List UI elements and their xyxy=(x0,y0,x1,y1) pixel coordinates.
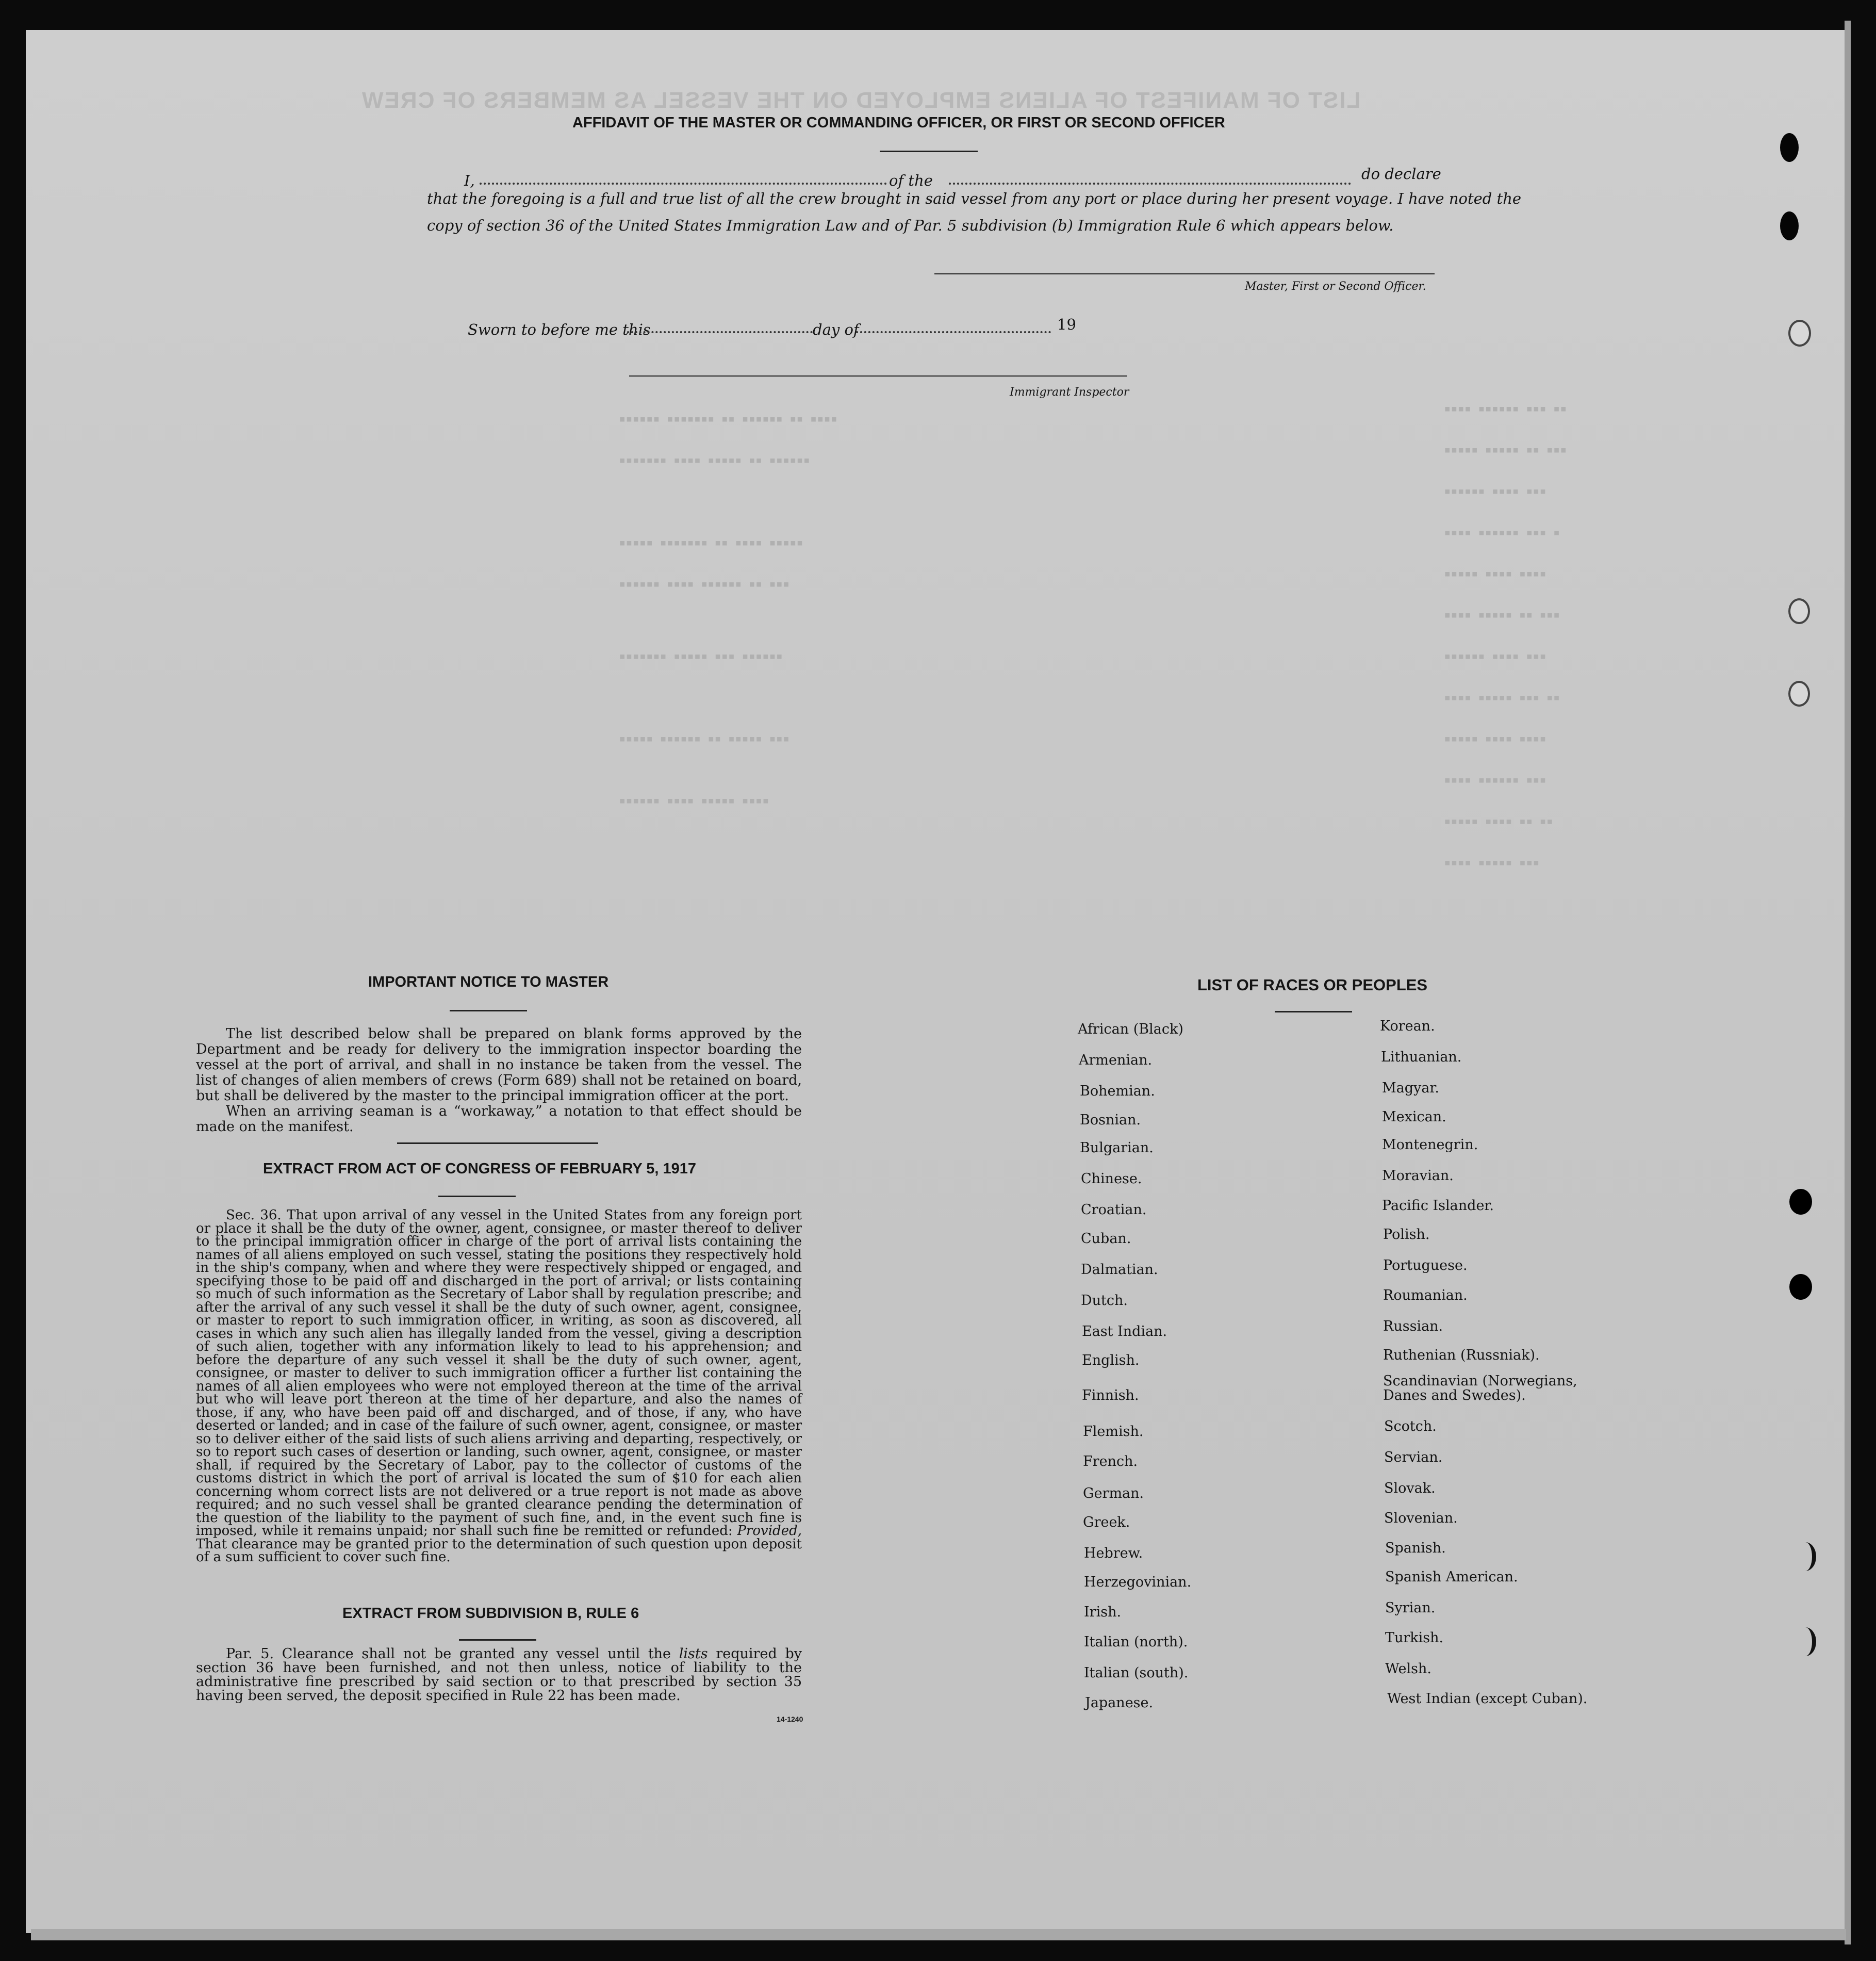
act-section-36 xyxy=(196,1209,802,1564)
notice-paragraph-2: When an arriving seaman is a “workaway,” a notation to that effect should be made on the manifest. xyxy=(196,1103,802,1135)
bleed-through-heading: LIST OF MANIFEST OF ALIENS EMPLOYED ON THE VESSEL AS MEMBERS OF CREW xyxy=(361,88,1361,113)
race-item: Slovenian. xyxy=(1384,1510,1458,1526)
race-item: French. xyxy=(1083,1453,1138,1469)
affidavit-title: AFFIDAVIT OF THE MASTER OR COMMANDING OFFICER, OR FIRST OR SECOND OFFICER xyxy=(572,115,1225,131)
affiant-name-blank[interactable] xyxy=(480,183,887,185)
race-item: Hebrew. xyxy=(1084,1545,1143,1561)
inspector-signature-line[interactable] xyxy=(629,375,1127,377)
sworn-day-blank[interactable] xyxy=(627,331,813,333)
race-item: Russian. xyxy=(1383,1318,1443,1334)
day-of-label: day of xyxy=(813,321,859,338)
punch-hole xyxy=(1789,1274,1812,1300)
race-item: Turkish. xyxy=(1385,1630,1444,1646)
punch-hole xyxy=(1788,320,1811,347)
race-item: Scotch. xyxy=(1384,1418,1437,1434)
vessel-name-blank[interactable] xyxy=(949,183,1351,185)
section-divider xyxy=(397,1142,598,1144)
races-title: LIST OF RACES OR PEOPLES xyxy=(1197,976,1428,994)
rule6-rule xyxy=(459,1639,536,1641)
race-item: English. xyxy=(1082,1352,1140,1368)
punch-hole xyxy=(1788,681,1810,707)
race-item: Welsh. xyxy=(1385,1661,1431,1677)
race-item: Polish. xyxy=(1383,1227,1430,1243)
rule6-text-before: Par. 5. Clearance shall not be granted any vessel until the xyxy=(226,1646,671,1662)
punch-hole xyxy=(1788,598,1810,624)
race-item: Bohemian. xyxy=(1080,1083,1155,1099)
punch-hole xyxy=(1780,211,1799,240)
vessel-label: of the xyxy=(889,172,933,189)
act-text: Sec. 36. That upon arrival of any vessel in the United States from any foreign port or place it shall be the duty of the owner, agent, consignee, or master thereof to deliver to the principal immigration officer in charge of the port of arrival lists containing the names of all aliens employed on such vessel, stating the positions they respectively hold in the ship's company, when and where they were respectively shipped or engaged, and specifying those to be paid off and discharged in the port of arrival; or lists containing so much of such information as the Secretary of Labor shall by regulation prescribe; and after the arrival of any such vessel it shall be the duty of such owner, agent, consignee, or master to report to such immigration officer, in writing, as soon as discovered, all cases in which any such alien has illegally landed from the vessel, giving a description of such alien, together with any information likely to lead to his apprehension; and before the departure of any such vessel it shall be the duty of such owner, agent, consignee, or master to deliver to such immigration officer a further list containing the names of all alien employees who were not employed thereon at the time of the arrival but who will leave port thereon at the time of her departure, and also the names of those, if any, who have been paid off and discharged, and of those, if any, who have deserted or landed; and in case of the failure of such owner, agent, consignee, or master so to deliver either of the said lists of such aliens arriving and departing, respectively, or so to report such cases of desertion or landing, such owner, agent, consignee, or master shall, if required by the Secretary of Labor, pay to the collector of customs of the customs district in which the port of arrival is located the sum of $10 for each alien concerning whom correct lists are not delivered or a true report is not made as above required; and no such vessel shall be granted clearance pending the determination of the question of the liability to the payment of such fine, and, in the event such fine is imposed, while it remains unpaid; nor shall such fine be remitted or refunded: xyxy=(196,1207,802,1539)
proviso-word: Provided, xyxy=(737,1523,802,1539)
declaration-line-2: copy of section 36 of the United States Immigration Law and of Par. 5 subdivision (b) Immigration Rule 6 which appears below. xyxy=(427,217,1394,234)
punch-hole xyxy=(1795,1627,1816,1656)
title-rule xyxy=(880,151,978,152)
affiant-label: I, xyxy=(464,172,475,189)
race-item: Moravian. xyxy=(1382,1168,1454,1184)
race-item: Finnish. xyxy=(1082,1387,1139,1403)
race-item: Montenegrin. xyxy=(1382,1137,1478,1153)
page-edge xyxy=(1845,21,1851,1944)
signature-line[interactable] xyxy=(934,273,1435,274)
race-item: Croatian. xyxy=(1081,1202,1147,1218)
race-item: Spanish. xyxy=(1385,1540,1446,1556)
race-item: Ruthenian (Russniak). xyxy=(1383,1347,1540,1363)
lists-word: lists xyxy=(679,1646,708,1662)
race-item: Bosnian. xyxy=(1080,1112,1141,1128)
race-item: Portuguese. xyxy=(1383,1257,1468,1273)
race-item: Armenian. xyxy=(1079,1052,1153,1068)
race-item: Slovak. xyxy=(1384,1480,1436,1496)
race-item: Irish. xyxy=(1084,1604,1122,1620)
race-item: Italian (north). xyxy=(1084,1634,1188,1650)
race-item: Lithuanian. xyxy=(1381,1049,1462,1065)
race-item: Dutch. xyxy=(1081,1293,1128,1309)
act-rule xyxy=(438,1196,516,1197)
race-item: Chinese. xyxy=(1081,1171,1142,1187)
declaration-line-1: that the foregoing is a full and true list of all the crew brought in said vessel from any port or place during her present voyage. I have noted the xyxy=(427,190,1522,207)
form-number: 14-1240 xyxy=(777,1715,803,1723)
declare-text: do declare xyxy=(1361,165,1441,183)
notice-paragraph-1: The list described below shall be prepared on blank forms approved by the Department and be ready for delivery to the immigration inspector boarding the vessel at the port of arrival, and shall in no instance be taken from the vessel. The list of changes of alien members of crews (Form 689) shall not be retained on board, but shall be delivered by the master to the principal immigration officer at the port. xyxy=(196,1026,802,1104)
races-rule xyxy=(1275,1011,1352,1012)
race-item: Servian. xyxy=(1384,1449,1443,1465)
rule6-title: EXTRACT FROM SUBDIVISION B, RULE 6 xyxy=(342,1605,639,1622)
proviso-text: That clearance may be granted prior to the determination of such question upon deposit of a sum sufficient to cover such fine. xyxy=(196,1536,802,1565)
year-prefix: 19 xyxy=(1057,316,1076,333)
race-item: Scandinavian (Norwegians, Danes and Swedes). xyxy=(1383,1373,1577,1403)
sworn-label: Sworn to before me this xyxy=(468,321,651,338)
race-item: Herzegovinian. xyxy=(1084,1574,1192,1590)
race-item: German. xyxy=(1083,1485,1144,1501)
notice-title: IMPORTANT NOTICE TO MASTER xyxy=(368,974,609,990)
race-item: Syrian. xyxy=(1385,1600,1436,1616)
punch-hole xyxy=(1795,1542,1816,1571)
race-item: Roumanian. xyxy=(1383,1287,1468,1303)
race-item: West Indian (except Cuban). xyxy=(1387,1691,1588,1707)
race-item: Italian (south). xyxy=(1084,1665,1189,1681)
act-title: EXTRACT FROM ACT OF CONGRESS OF FEBRUARY 5, 1917 xyxy=(263,1161,697,1177)
race-item: East Indian. xyxy=(1082,1323,1167,1339)
race-item: Pacific Islander. xyxy=(1382,1198,1494,1214)
race-item: African (Black) xyxy=(1078,1021,1183,1037)
punch-hole xyxy=(1780,133,1799,162)
notice-text xyxy=(196,1026,802,1135)
punch-hole xyxy=(1789,1189,1812,1215)
sworn-month-blank[interactable] xyxy=(856,331,1051,333)
rule6-text-after: required by section 36 have been furnished, and not then unless, notice of liability to the administrative fine prescribed by said section or to that prescribed by section 35 having been served, the deposit specified in Rule 22 has been made. xyxy=(196,1646,802,1704)
race-item: Spanish American. xyxy=(1385,1569,1518,1585)
race-item: Cuban. xyxy=(1081,1231,1131,1247)
race-item: Greek. xyxy=(1083,1514,1130,1530)
rule6-text xyxy=(196,1647,802,1703)
race-item: Bulgarian. xyxy=(1080,1140,1154,1156)
race-item: Flemish. xyxy=(1083,1424,1144,1440)
race-item: Dalmatian. xyxy=(1081,1262,1158,1278)
page-bottom-edge xyxy=(31,1929,1846,1940)
race-item: Mexican. xyxy=(1382,1109,1446,1125)
inspector-caption: Immigrant Inspector xyxy=(1010,386,1129,399)
race-item: Japanese. xyxy=(1085,1695,1154,1711)
notice-rule xyxy=(450,1010,527,1011)
race-item: Magyar. xyxy=(1382,1080,1439,1096)
race-item: Korean. xyxy=(1380,1018,1435,1034)
signature-caption: Master, First or Second Officer. xyxy=(1245,280,1426,293)
